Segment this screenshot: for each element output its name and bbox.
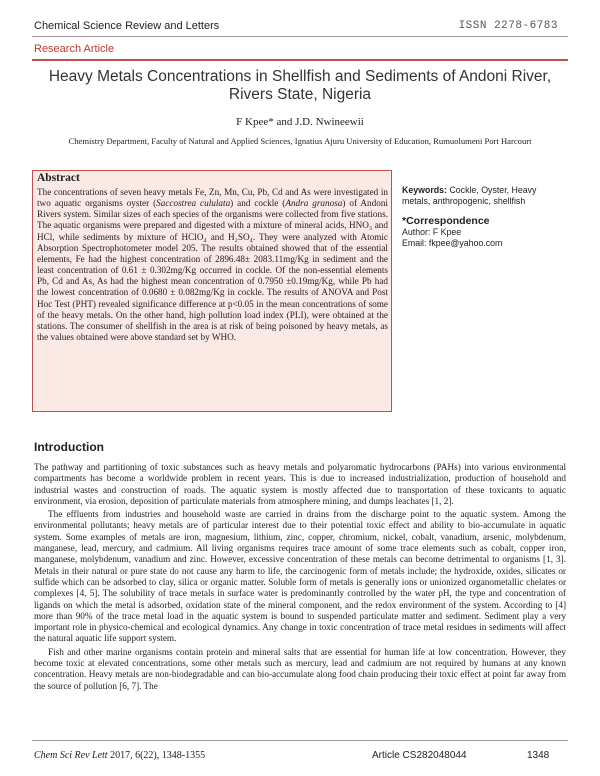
authors: F Kpee* and J.D. Nwineewii (236, 116, 364, 128)
issn: ISSN 2278-6783 (458, 20, 558, 32)
footer-article-id: Article CS282048044 (372, 750, 467, 761)
paragraph: The effluents from industries and household waste are carried in drains from the discharge point to the aquatic system. Among the environmental pollutants; heavy metals are of particular interest due to their potential toxic effect and ability to bio-accumulate in aquatic system. Some examples of metals are iron, magnesium, lithium, zinc, copper, chromium, nickel, cobalt, vanadium, arsenic, molybdenum, manganese, lead, mercury, and cadmium. All living organisms requires trace amount of some trace elements such as cobalt, copper iron, manganese, molybdenum, vanadium and zinc. However, excessive concentration of these metals can become detrimental to organisms [1, 3]. Metals in their natural or pure state do not cause any harm to life, the carcinogenic form of metals include; the hydroxide, oxides, silicates or sulfide which can be adsorbed to clay, silica or organic matter. Soluble form of metals is generally ions or unionized organometallic chelates or complexes [4, 5]. The solubility of trace metals in surface water is predominantly controlled by the water pH, the type and concentration of ligands on which the metal is adsorbed, oxidation state of the mineral component, and the redox environment of the system. According to [4] more than 90% of the trace metal load in the aquatic system is bound to suspended particulate matter and sediment. Sediment play a very important role in physico-chemical and ecological dynamics. Any change in toxic concentration of trace metal residues in sediments will affect the natural aquatic life support system. (34, 509, 566, 644)
journal-name: Chemical Science Review and Letters (34, 20, 220, 32)
header-divider (32, 36, 568, 37)
page-number: 1348 (527, 750, 550, 761)
correspondence-heading: *Correspondence (402, 215, 490, 227)
side-panel (402, 185, 564, 249)
abstract-box (32, 170, 392, 412)
species-cockle: Andra granosa (285, 198, 343, 209)
paper-title: Heavy Metals Concentrations in Shellfish and Sediments of Andoni River, Rivers State, Nigeria (48, 68, 552, 103)
abstract-text: The concentrations of seven heavy metals Fe, Zn, Mn, Cu, Pb, Cd and As were investigated in two aquatic organisms oyster (Saccostrea cululata) and cockle (Andra granosa) of Andoni Rivers system. Similar sizes of each species of the organisms were collected from five stations. The aquatic organisms were prepared and digested with a mixture of mineral acids, HNO₃ and HCl, while sediments by mixture of HClO₄ and H₂SO₄. They were analyzed with Atomic Absorption Spectrophotometer model 205. The results obtained showed that of the essential elements, Fe had the highest concentration of 2896.48± 2083.11mg/Kg in sediment and the least concentration of 0.61 ± 0.302mg/Kg occurred in cockle. Of the non-essential elements Pb, Cd and As, As had the highest mean concentration of 0.7950 ±0.19mg/Kg, while Pb had the lowest concentration of 0.0680 ± 0.082mg/Kg in cockle. The results of ANOVA and Post Hoc Test (PHT) revealed significance difference at p<0.05 in the mean concentrations of some of the heavy metals. On the other hand, high pollution load index (PLI), were obtained at the stations. The consumer of shellfish in the area is at risk of being poisoned by heavy metals, as the values obtained were above standard set by WHO. (37, 187, 388, 343)
abstract-heading: Abstract (37, 172, 80, 184)
footer-divider (32, 740, 568, 741)
affiliation: Chemistry Department, Faculty of Natural and Applied Sciences, Ignatius Ajuru University of Education, Rumuolumeni Port Harcourt (68, 136, 532, 146)
article-type: Research Article (34, 43, 115, 55)
introduction-heading: Introduction (34, 440, 104, 454)
corresponding-author: Author: F Kpee (402, 227, 462, 237)
paragraph: Fish and other marine organisms contain protein and mineral salts that are essential for human life at low concentration. However, they become toxic at elevated concentrations, some other metals such as mercury, lead and cadmium are not required by humans at any known concentration. Heavy metals are non-biodegradable and can bio-accumulate along food chain producing their toxic effect at point far away from the source of pollution [6, 7]. The (34, 646, 566, 691)
introduction-body (34, 462, 566, 694)
footer-citation: Chem Sci Rev Lett 2017, 6(22), 1348-1355 (34, 750, 206, 761)
species-oyster: Saccostrea cululata (156, 198, 231, 209)
type-divider (32, 59, 568, 61)
paragraph: The pathway and partitioning of toxic substances such as heavy metals and polyaromatic hydrocarbons (PAHs) into various environmental compartments has become a worldwide problem in recent years. This is due to increased industrialization, production of household and industrial wastes and construction of roads. The aquatic system is mostly affected due to transportation of these toxicants to aquatic environment, via erosion, deposition of particulate materials from atmosphere mining, and dumps leachates [1, 2]. (34, 462, 566, 506)
corresponding-email[interactable]: Email: fkpee@yahoo.com (402, 238, 503, 248)
keywords: Keywords: Cockle, Oyster, Heavy metals, anthropogenic, shellfish (402, 185, 537, 206)
